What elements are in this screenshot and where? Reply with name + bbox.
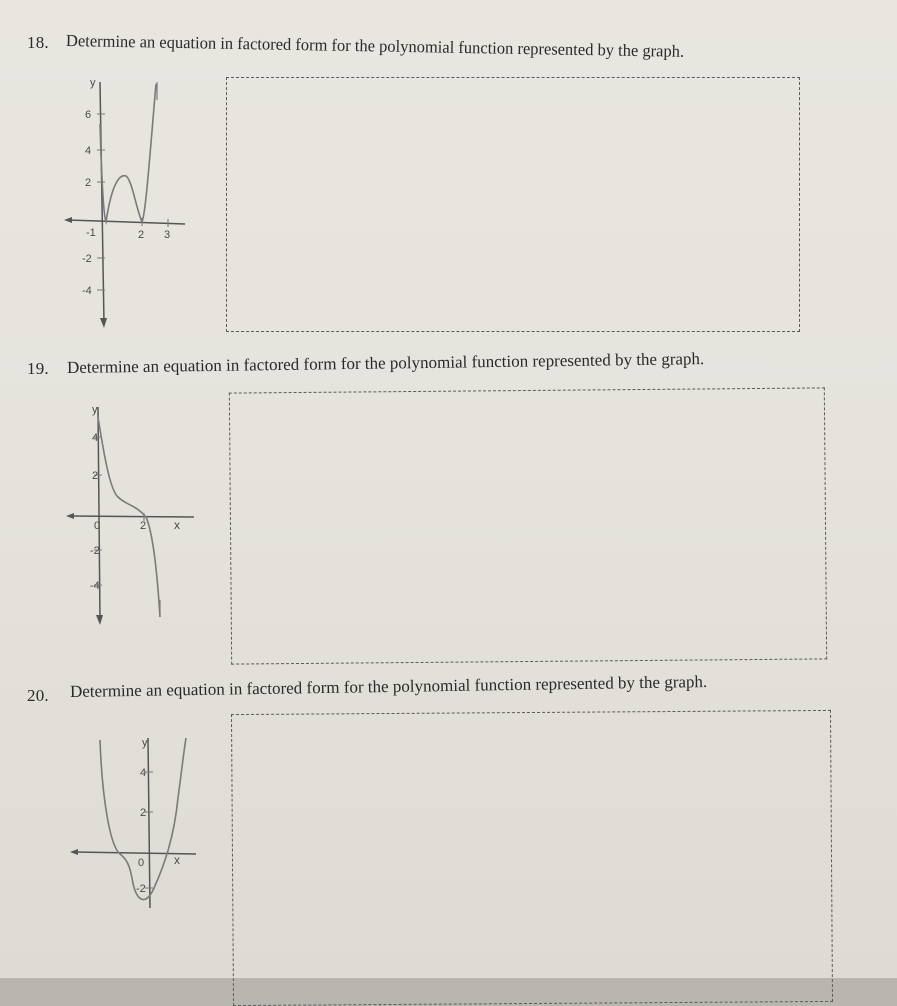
y-tick-label: 4 [92,432,99,444]
y-tick-label: -4 [90,580,100,592]
y-tick-label: -2 [82,253,92,265]
x-axis-arrow [64,217,72,223]
answer-box-19[interactable] [229,387,827,664]
y-tick-label: -2 [90,545,100,557]
y-tick-label: -2 [136,883,146,895]
graph-20 [66,728,206,948]
x-tick-label: -1 [86,227,96,239]
x-axis-label: x [174,518,180,532]
y-tick-label: 6 [85,109,92,121]
y-axis-label: y [142,737,148,749]
y-axis-arrow [96,615,103,625]
answer-box-18[interactable] [226,77,800,332]
x-tick-label: 0 [138,857,145,869]
question-number: 19. [27,359,49,378]
y-tick-label: 2 [85,177,92,189]
x-axis-label: x [174,853,180,867]
x-tick-label: 2 [138,229,145,241]
y-tick-label: 2 [140,807,147,819]
question-prompt: Determine an equation in factored form for the polynomial function represented by the graph. [66,349,705,377]
x-tick-label: 0 [94,520,101,532]
x-axis-arrow [70,849,78,855]
y-tick-label: -4 [82,285,92,297]
polynomial-curve [100,84,156,222]
answer-box-20[interactable] [231,710,833,1006]
y-axis [148,738,150,908]
x-tick-label: 3 [164,229,171,241]
question-prompt: Determine an equation in factored form for the polynomial function represented by the graph. [69,671,708,701]
graph-19 [62,395,202,627]
y-tick-label: 2 [92,470,99,482]
graph-18 [60,72,190,330]
y-axis-arrow [100,318,107,328]
question-number: 20. [27,686,49,705]
question-number: 18. [27,33,49,52]
question-prompt: Determine an equation in factored form for the polynomial function represented by the graph. [65,31,685,61]
y-axis-label: y [92,404,98,416]
x-tick-label: 2 [140,520,147,532]
y-axis-label: y [90,77,96,89]
x-axis [70,516,194,517]
x-axis [68,220,185,224]
y-tick-label: 4 [85,145,92,157]
x-axis-arrow [66,513,74,519]
y-tick-label: 4 [140,767,147,779]
